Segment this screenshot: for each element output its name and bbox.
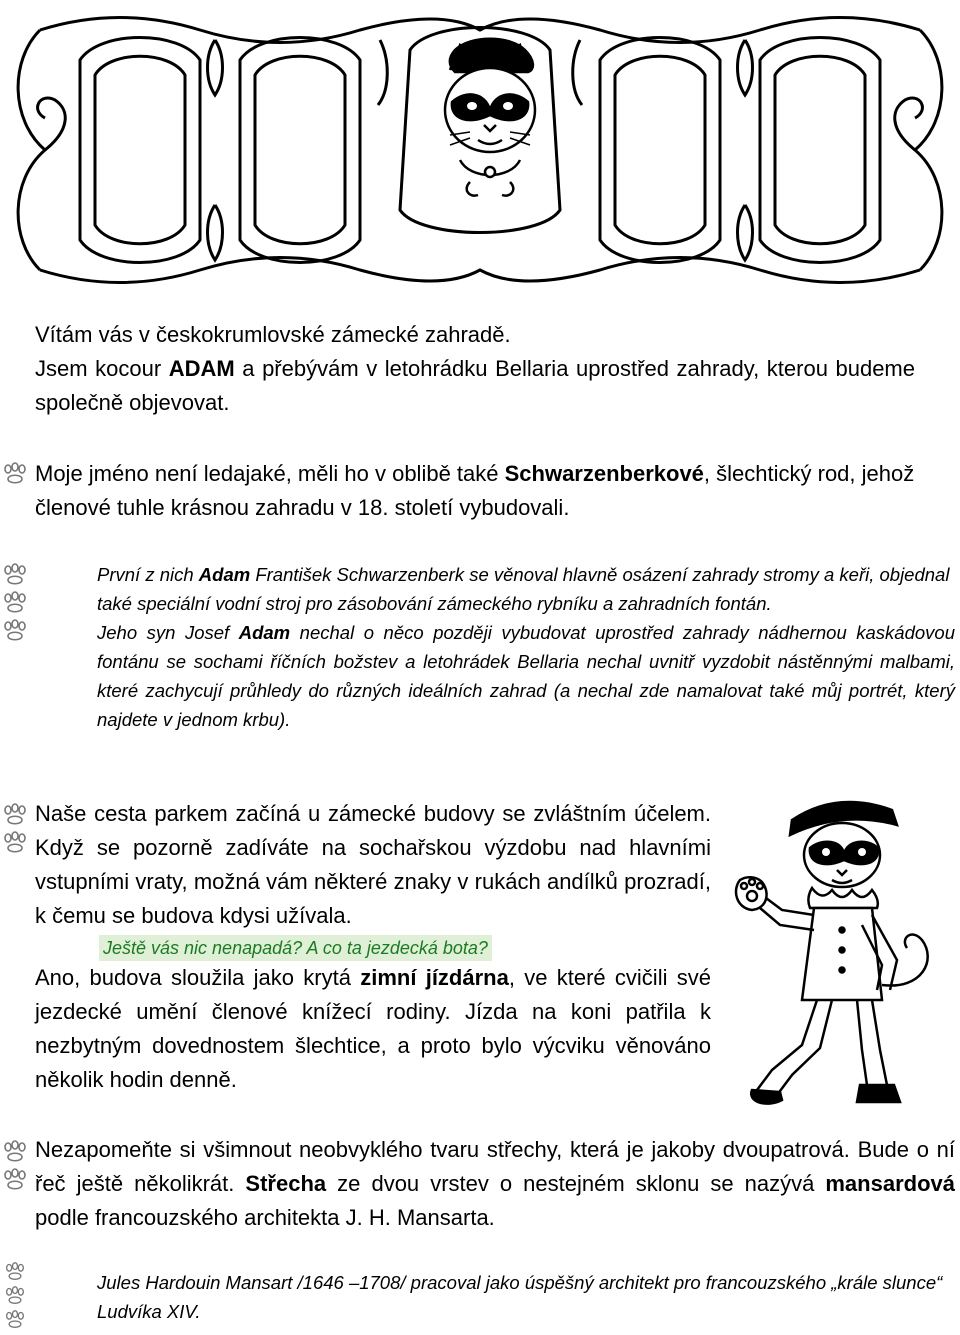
- adam-note-p1-post: František Schwarzenberk se věnoval hlavně osázení zahrady stromy a keři, objednal také speciální vodní stroj pro zásobování zámeckého rybníku a zahradních fontán.: [97, 564, 950, 614]
- paw-icon-group: [2, 1140, 30, 1196]
- hint-question: Ještě vás nic nenapadá? A co ta jezdecká bota?: [99, 935, 492, 961]
- roof-term: Střecha: [245, 1171, 327, 1196]
- adam-bold: Adam: [238, 622, 291, 643]
- paw-icon-group: [2, 462, 30, 490]
- intro-line2-pre: Jsem kocour: [35, 356, 169, 381]
- mansart-note: [97, 1268, 955, 1326]
- walking-cat-illustration: [722, 790, 952, 1120]
- intro-paragraph: [35, 318, 915, 420]
- adam-bold: Adam: [198, 564, 251, 585]
- intro-line2-post: a přebývám v letohrádku Bellaria uprostřed zahrady, kterou budeme společně objevovat.: [35, 356, 915, 415]
- winter-riding-hall: zimní jízdárna: [360, 965, 509, 990]
- roof-pre: Nezapomeňte si všimnout neobvyklého tvaru střechy, která je jakoby dvoupatrová. Bude o ní řeč ještě několikrát.: [35, 1137, 955, 1196]
- path-text: Naše cesta parkem začíná u zámecké budovy se zvláštním účelem. Když se pozorně zadíváte na sochařskou výzdobu nad hlavními vstupními vraty, možná vám některé znaky v rukách andílků prozradí, k čemu se budova kdysi užívala.: [35, 801, 711, 928]
- paw-print-icon: [2, 1140, 28, 1164]
- paw-print-icon: [2, 831, 28, 855]
- paw-print-icon: [2, 1262, 28, 1282]
- paw-print-icon: [2, 1168, 28, 1192]
- answer-post: , ve které cvičili své jezdecké umění členové knížecí rodiny. Jízda na koni patřila k nezbytným dovednostem šlechtice, a proto bylo výcviku věnováno několik hodin denně.: [35, 965, 711, 1092]
- adam-note-p2-post: nechal o něco později vybudovat uprostřed zahrady nádhernou kaskádovou fontánu se sochami říčních božstev a letohrádek Bellaria nechal uvnitř vyzdobit nástěnnými malbami, které zachycují průhledy do různých ideálních zahrad (a nechal zde namalovat také můj portrét, který najdete v jednom krbu).: [97, 622, 955, 730]
- paw-icon-group: [2, 1262, 30, 1334]
- answer-pre: Ano, budova sloužila jako krytá: [35, 965, 361, 990]
- name-paragraph: [35, 457, 915, 525]
- paw-print-icon: [2, 563, 28, 587]
- paw-print-icon: [2, 591, 28, 615]
- path-paragraph: [35, 797, 711, 1097]
- paw-print-icon: [2, 803, 28, 827]
- mansart-text: Jules Hardouin Mansart /1646 –1708/ pracoval jako úspěšný architekt pro francouzského „krále slunce“ Ludvíka XIV.: [97, 1272, 943, 1322]
- mansard-term: mansardová: [825, 1171, 955, 1196]
- ornamental-cat-frame: [0, 0, 960, 300]
- schwarzenberk-name: Schwarzenberkové: [504, 461, 704, 486]
- adam-name: ADAM: [168, 356, 235, 381]
- paw-print-icon: [2, 619, 28, 643]
- name-pre: Moje jméno není ledajaké, měli ho v oblibě také: [35, 461, 505, 486]
- roof-paragraph: [35, 1133, 955, 1235]
- paw-icon-group: [2, 803, 30, 859]
- intro-line1: Vítám vás v českokrumlovské zámecké zahradě.: [35, 322, 511, 347]
- paw-print-icon: [2, 1286, 28, 1306]
- adam-note-p1-pre: První z nich: [97, 564, 199, 585]
- roof-mid: ze dvou vrstev o nestejném sklonu se nazývá: [326, 1171, 826, 1196]
- paw-icon-group: [2, 563, 30, 647]
- adam-note: [97, 560, 955, 734]
- name-post: , šlechtický rod, jehož členové tuhle krásnou zahradu v 18. století vybudovali.: [35, 461, 915, 520]
- paw-print-icon: [2, 462, 28, 486]
- paw-print-icon: [2, 1310, 28, 1330]
- adam-note-p2-pre: Jeho syn Josef: [97, 622, 239, 643]
- roof-post: podle francouzského architekta J. H. Mansarta.: [35, 1205, 495, 1230]
